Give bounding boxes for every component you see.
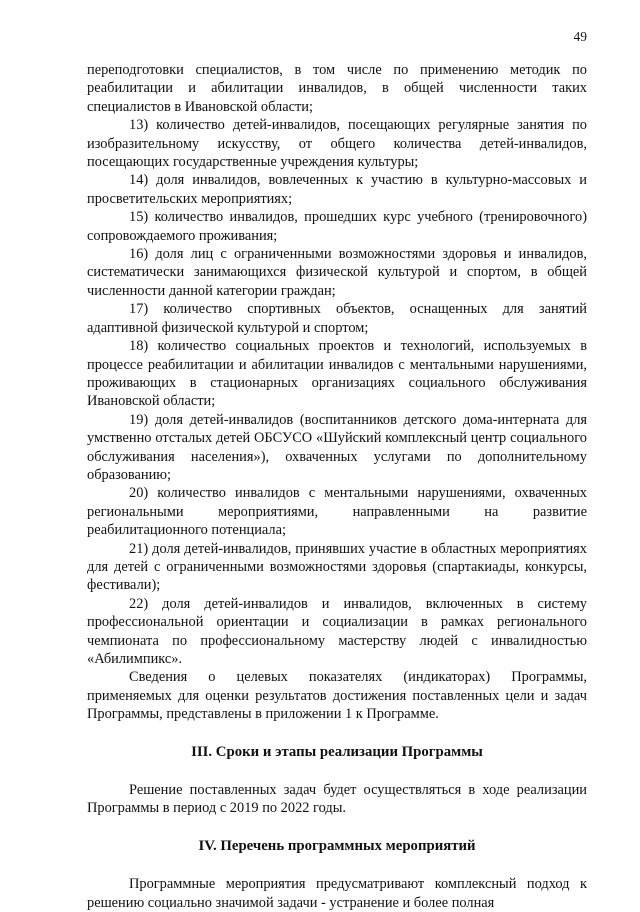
document-body xyxy=(87,61,587,912)
list-item-20: 20) количество инвалидов с ментальными нарушениями, охваченных региональными мероприятиями, направленными на развитие реабилитационного потенциала; xyxy=(87,485,587,539)
list-item-16: 16) доля лиц с ограниченными возможностями здоровья и инвалидов, систематически занимающихся физической культурой и спортом, в общей численности данной категории граждан; xyxy=(87,246,587,299)
page-number: 49 xyxy=(573,29,587,44)
list-item-22: 22) доля детей-инвалидов и инвалидов, включенных в систему профессиональной ориентации и социализации в рамках регионального чемпионата по профессиональному мастерству людей с инвалидностью «Абилимпикс». xyxy=(87,595,587,667)
list-item-19: 19) доля детей-инвалидов (воспитанников детского дома-интерната для умственно отсталых детей ОБСУСО «Шуйский комплексный центр социального обслуживания населения»), охваченных услугами по дополнительному образованию; xyxy=(87,411,587,483)
section-4-heading: IV. Перечень программных мероприятий xyxy=(198,837,476,854)
list-item-21: 21) доля детей-инвалидов, принявших участие в областных мероприятиях для детей с ограниченными возможностями здоровья (спартакиады, конкурсы, фестивали); xyxy=(87,540,587,594)
section-3-heading: III. Сроки и этапы реализации Программы xyxy=(191,743,483,760)
indicators-summary-paragraph: Сведения о целевых показателях (индикаторах) Программы, применяемых для оценки результатов достижения поставленных цели и задач Программы, представлены в приложении 1 к Программе. xyxy=(87,669,587,723)
paragraph-continuation: переподготовки специалистов, в том числе по применению методик по реабилитации и абилитации инвалидов, в общей численности таких специалистов в Ивановской области; xyxy=(87,62,587,115)
list-item-14: 14) доля инвалидов, вовлеченных к участию в культурно-массовых и просветительских мероприятиях; xyxy=(87,172,587,207)
terms-paragraph: Решение поставленных задач будет осуществляться в ходе реализации Программы в период с 2019 по 2022 годы. xyxy=(87,782,587,817)
list-item-17: 17) количество спортивных объектов, оснащенных для занятий адаптивной физической культурой и спортом; xyxy=(87,301,587,336)
list-item-15: 15) количество инвалидов, прошедших курс учебного (тренировочного) сопровождаемого проживания; xyxy=(87,209,587,244)
list-item-13: 13) количество детей-инвалидов, посещающих регулярные занятия по изобразительному искусству, от общего количества детей-инвалидов, посещающих государственные учреждения культуры; xyxy=(87,117,587,171)
list-item-18: 18) количество социальных проектов и технологий, используемых в процессе реабилитации и абилитации инвалидов с ментальными нарушениями, проживающих в стационарных организациях социального обслуживания Ивановской области; xyxy=(87,338,587,410)
measures-paragraph: Программные мероприятия предусматривают комплексный подход к решению социально значимой задачи - устранение и более полная xyxy=(87,876,587,911)
